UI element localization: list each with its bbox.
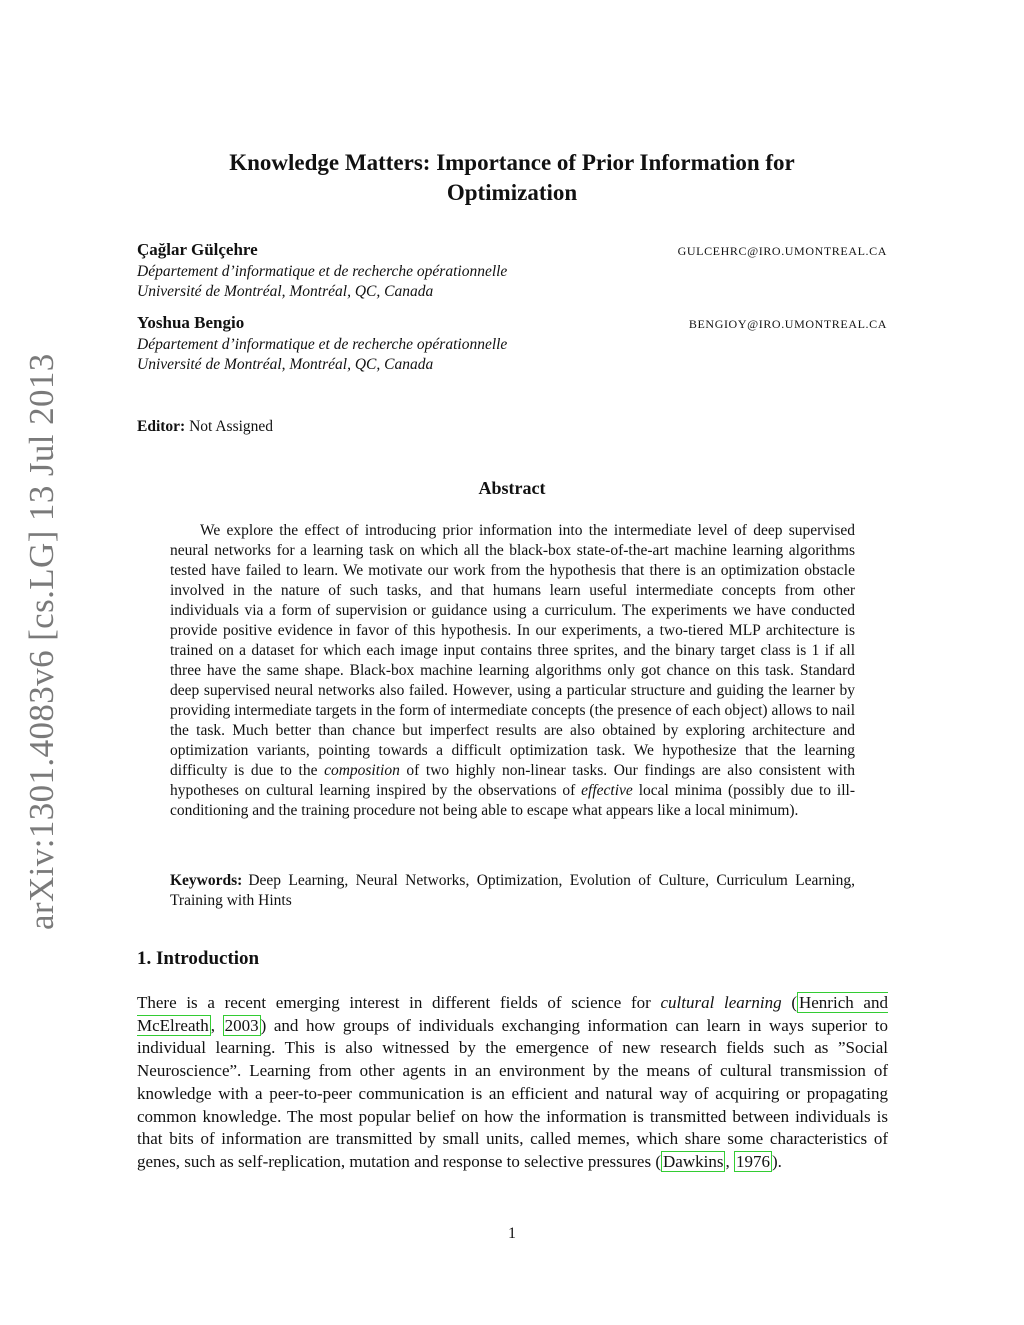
page-number: 1: [508, 1225, 516, 1242]
abstract-emphasis: composition: [324, 762, 400, 779]
intro-text: ,: [725, 1151, 734, 1171]
author-block-1: [137, 240, 887, 302]
citation-link[interactable]: Dawkins: [663, 1151, 724, 1171]
editor-label: Editor:: [137, 418, 186, 435]
author-name: Çağlar Gülçehre: [137, 240, 258, 259]
author-affiliation-dept: Département d’informatique et de recherche opérationnelle: [137, 263, 508, 280]
section-heading: 1. Introduction: [137, 948, 260, 969]
intro-text: ).: [771, 1151, 782, 1171]
abstract-heading: Abstract: [478, 478, 546, 498]
citation-year-link[interactable]: 1976: [735, 1151, 770, 1171]
author-email[interactable]: GULCEHRC@IRO.UMONTREAL.CA: [677, 244, 887, 258]
citation-year-link[interactable]: 2003: [224, 1015, 259, 1035]
title-line-1: Knowledge Matters: Importance of Prior Information for: [229, 150, 795, 175]
intro-emphasis: cultural learning: [660, 993, 782, 1012]
citation-link[interactable]: Henrich and McElreath: [137, 993, 888, 1035]
intro-text: ) and how groups of individuals exchanging information can learn in ways superior to individual learning. This is also witnessed by the emergence of new research fields such as ”Social Neuroscience”. Learning from other agents in an environment by the means of cultural transmission of knowledge with a peer-to-peer communication is an efficient and natural way of acquiring or propagating common knowledge. The most popular belief on how the information is transmitted between individuals is that bits of information are transmitted by small units, called memes, which share some characteristics of genes, such as self-replication, mutation and response to selective pressures (: [137, 1015, 888, 1171]
abstract-text: We explore the effect of introducing prior information into the intermediate level of deep supervised neural networks for a learning task on which all the black-box state-of-the-art machine learning algorithms tested have failed to learn. We motivate our work from the hypothesis that there is an optimization obstacle involved in the nature of such tasks, and that humans learn useful intermediate concepts from other individuals via a form of supervision or guidance using a curriculum. The experiments we have conducted provide positive evidence in favor of this hypothesis. In our experiments, a two-tiered MLP architecture is trained on a dataset for which each image input contains three sprites, and the binary target class is 1 if all three have the same shape. Black-box machine learning algorithms only got chance on this task. Standard deep supervised neural networks also failed. However, using a particular structure and guiding the learner by providing intermediate targets in the form of intermediate concepts (the presence of each object) allows to nail the task. Much better than chance but imperfect results are also obtained by exploring architecture and optimization variants, pointing towards a difficult optimization task. We hypothesize that the learning difficulty is due to the: [170, 522, 855, 779]
editor-value: Not Assigned: [189, 418, 274, 435]
editor-line: [137, 418, 273, 436]
abstract-text: of two highly non-linear tasks. Our findings are also consistent with hypotheses on cultural learning inspired by the observations of: [170, 762, 856, 799]
author-affiliation-dept: Département d’informatique et de recherche opérationnelle: [137, 336, 508, 353]
intro-text: There is a recent emerging interest in different fields of science for: [137, 993, 661, 1012]
intro-text: (: [781, 993, 797, 1012]
keywords: [170, 871, 855, 911]
abstract-emphasis: effective: [581, 782, 633, 799]
intro-text: ,: [210, 1015, 223, 1035]
paper-title: [136, 148, 888, 208]
author-block-2: [137, 313, 887, 375]
keywords-text: Deep Learning, Neural Networks, Optimization, Evolution of Culture, Curriculum Learning, Training with Hints: [170, 872, 855, 909]
author-email[interactable]: BENGIOY@IRO.UMONTREAL.CA: [688, 317, 887, 331]
abstract-body: [170, 521, 855, 821]
keywords-label: Keywords:: [170, 872, 243, 889]
author-affiliation-univ: Université de Montréal, Montréal, QC, Canada: [137, 356, 434, 373]
author-name: Yoshua Bengio: [137, 313, 245, 332]
arxiv-stamp: arXiv:1301.4083v6 [cs.LG] 13 Jul 2013: [22, 353, 61, 930]
title-line-2: Optimization: [446, 180, 578, 205]
introduction-body: [137, 992, 888, 1174]
abstract-text: local minima (possibly due to ill-conditioning and the training procedure not being able to escape what appears like a local minimum).: [170, 782, 855, 819]
author-affiliation-univ: Université de Montréal, Montréal, QC, Canada: [137, 283, 434, 300]
